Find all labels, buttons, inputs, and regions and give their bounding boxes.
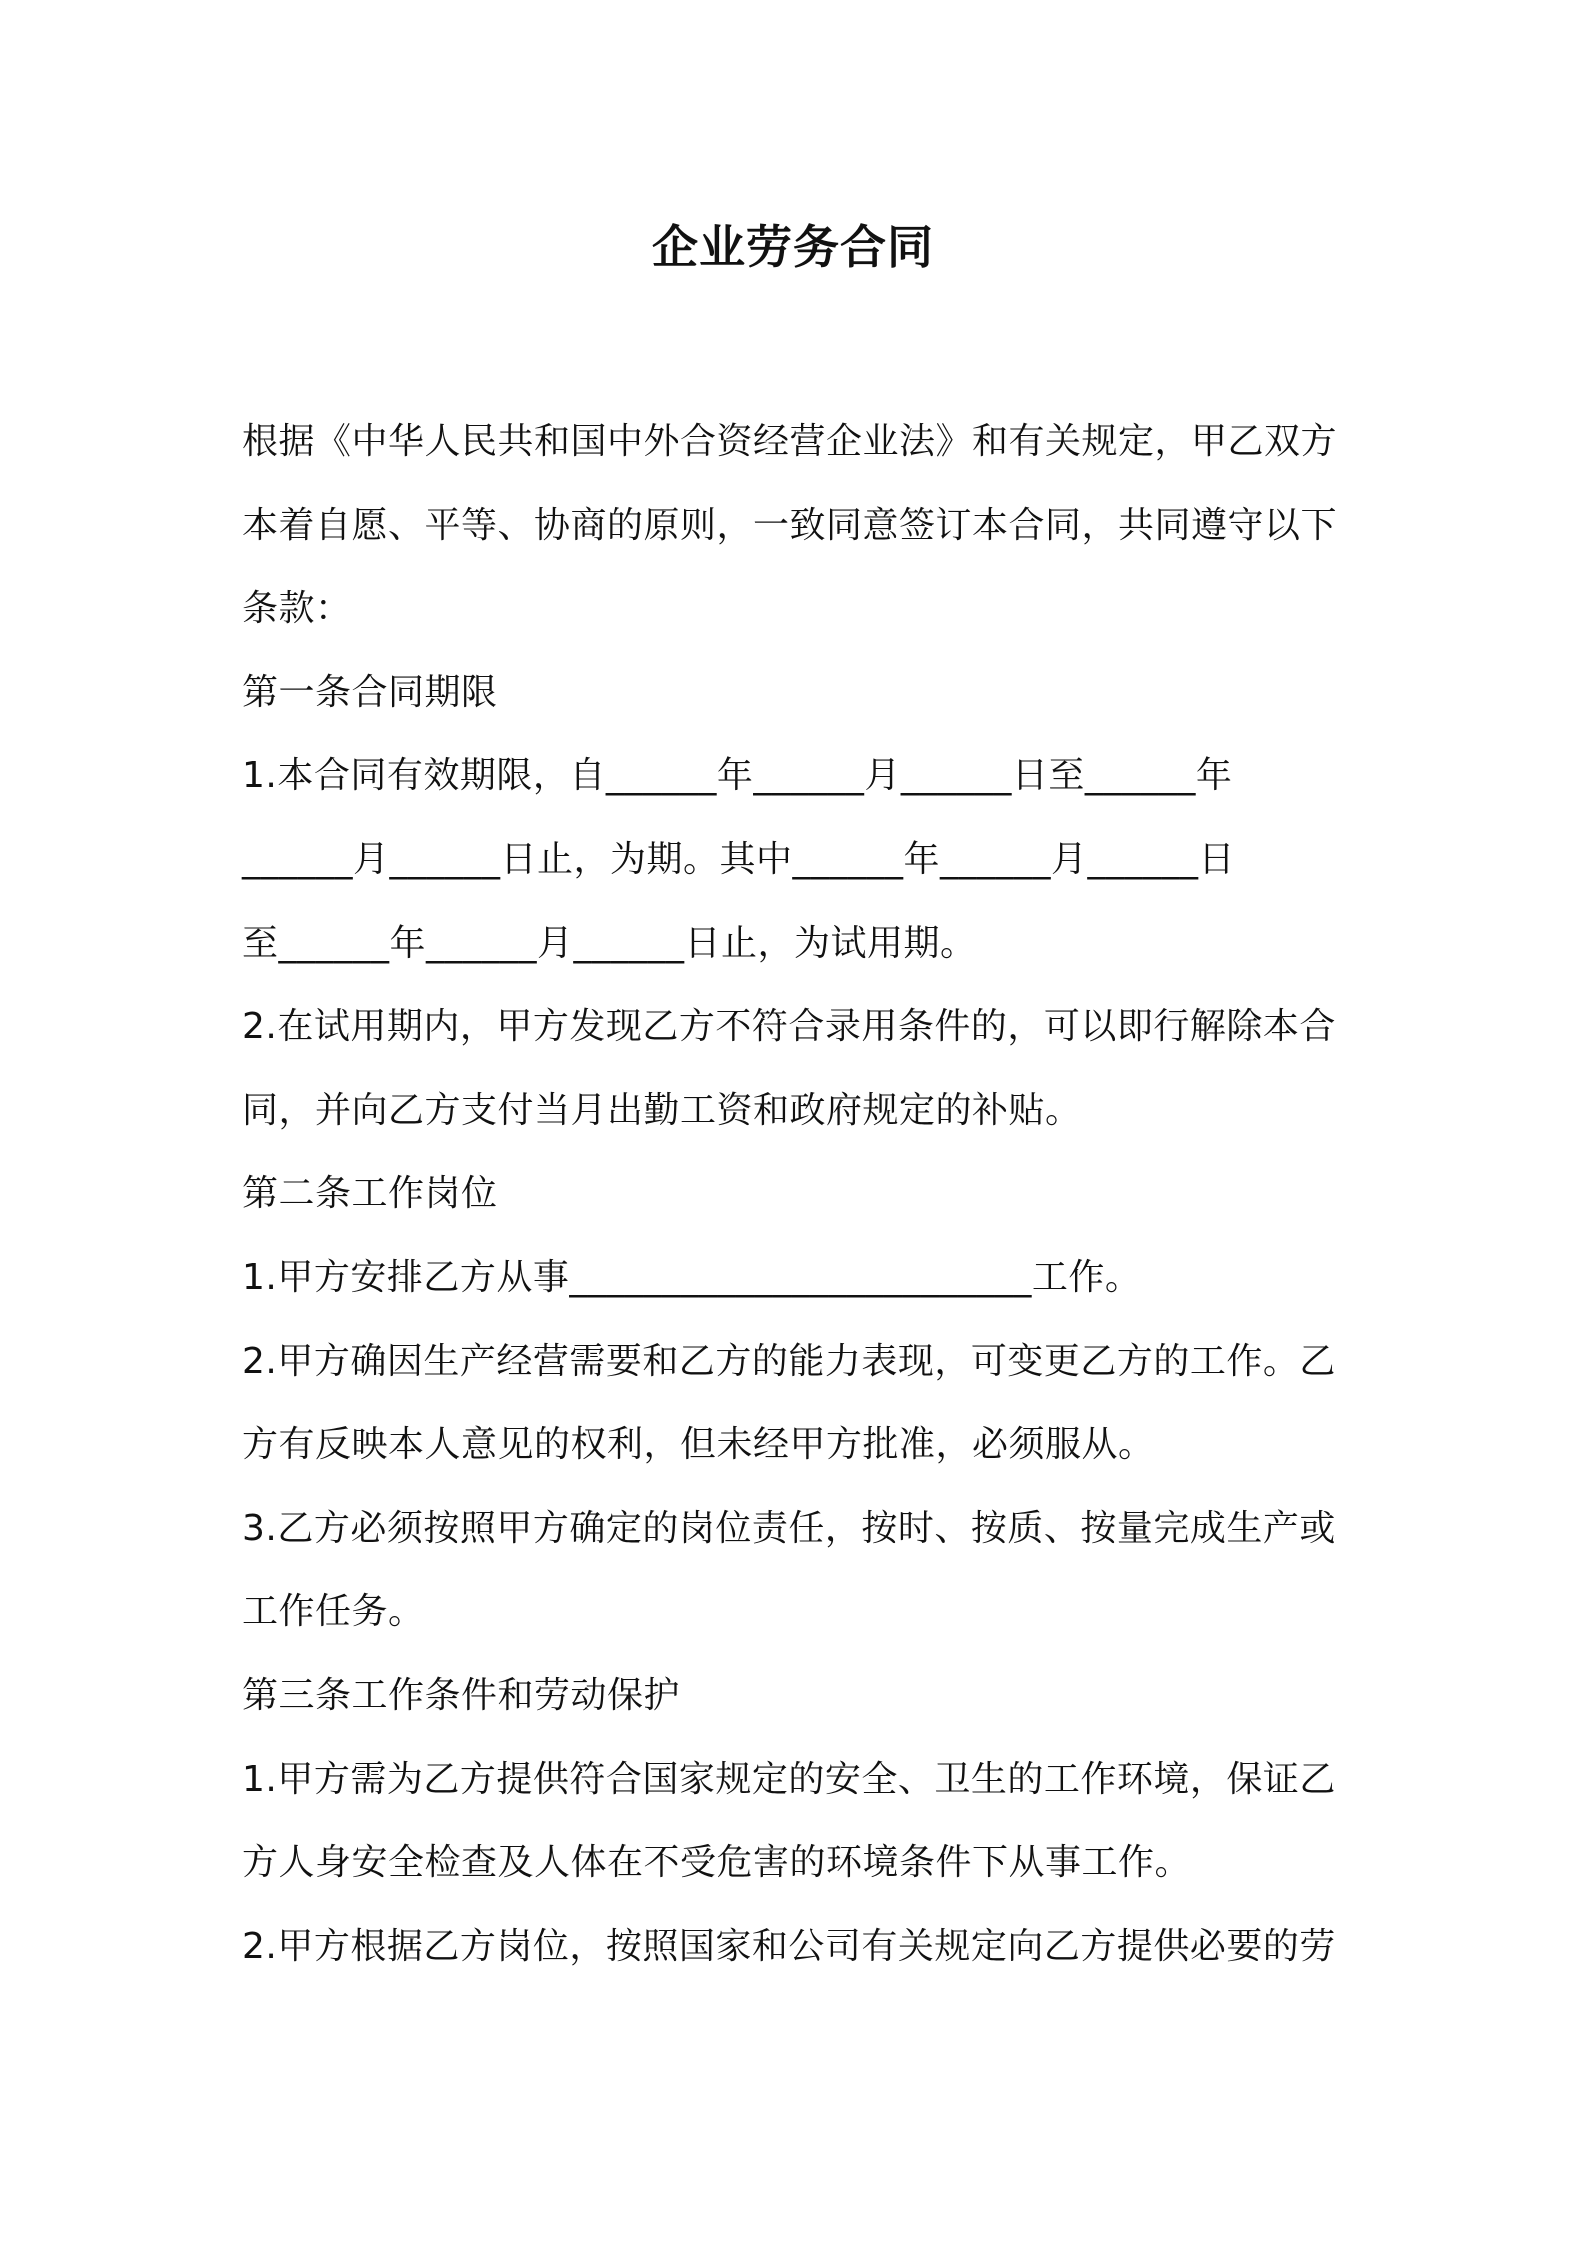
- section-heading: 第一条合同期限: [242, 671, 498, 713]
- paragraph-line: ______月______日止，为期。其中______年______月______日: [242, 838, 1236, 880]
- paragraph-line: 2.甲方根据乙方岗位，按照国家和公司有关规定向乙方提供必要的劳: [242, 1925, 1336, 1967]
- paragraph-line: 根据《中华人民共和国中外合资经营企业法》和有关规定，甲乙双方: [242, 421, 1338, 462]
- paragraph-line: 2.甲方确因生产经营需要和乙方的能力表现，可变更乙方的工作。乙: [242, 1340, 1336, 1382]
- paragraph-line: 工作任务。: [242, 1591, 425, 1633]
- paragraph-line: 本着自愿、平等、协商的原则，一致同意签订本合同，共同遵守以下: [242, 504, 1338, 546]
- paragraph-line: 方有反映本人意见的权利，但未经甲方批准，必须服从。: [242, 1424, 1155, 1466]
- paragraph-line: 1.本合同有效期限，自______年______月______日至______年: [242, 755, 1233, 797]
- document-title: 企业劳务合同: [652, 220, 934, 274]
- paragraph-line: 3.乙方必须按照甲方确定的岗位责任，按时、按质、按量完成生产或: [242, 1507, 1336, 1549]
- paragraph-line: 至______年______月______日止，为试用期。: [242, 922, 977, 964]
- paragraph-line: 条款：: [242, 588, 352, 630]
- paragraph-line: 同，并向乙方支付当月出勤工资和政府规定的补贴。: [242, 1089, 1082, 1131]
- section-heading: 第三条工作条件和劳动保护: [242, 1674, 681, 1716]
- paragraph-line: 1.甲方安排乙方从事_________________________工作。: [242, 1256, 1142, 1298]
- paragraph-line: 方人身安全检查及人体在不受危害的环境条件下从事工作。: [242, 1842, 1192, 1884]
- paragraph-line: 1.甲方需为乙方提供符合国家规定的安全、卫生的工作环境，保证乙: [242, 1758, 1336, 1800]
- section-heading: 第二条工作岗位: [242, 1173, 498, 1215]
- paragraph-line: 2.在试用期内，甲方发现乙方不符合录用条件的，可以即行解除本合: [242, 1006, 1336, 1048]
- document-body: [242, 400, 1362, 1988]
